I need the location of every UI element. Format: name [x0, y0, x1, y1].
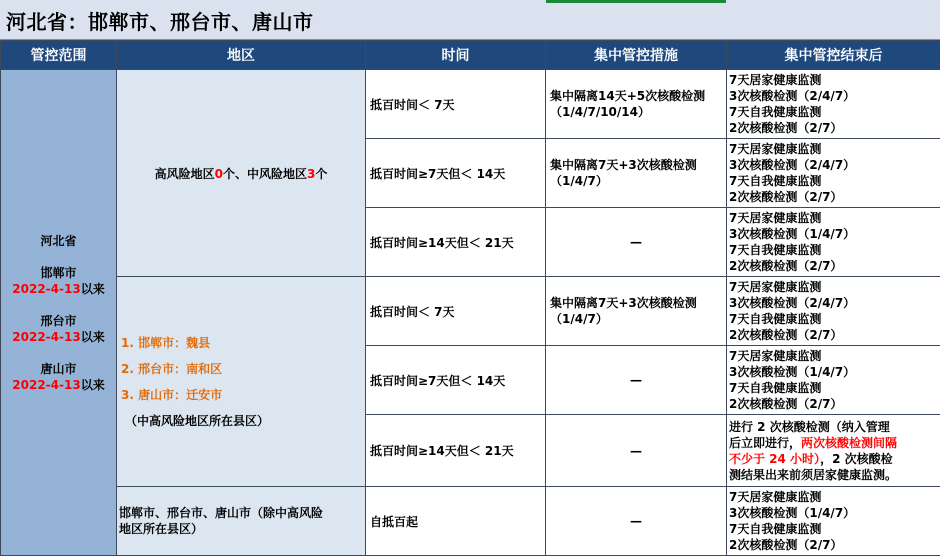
header-measures: 集中管控措施: [546, 41, 727, 70]
post-line: 3次核酸检测（1/4/7）: [729, 506, 856, 520]
post-cell: [727, 415, 940, 487]
county-item: 2. 邢台市：南和区: [121, 362, 223, 376]
post-line: 2次核酸检测（2/7）: [729, 328, 843, 342]
measure-cell: —: [546, 415, 727, 487]
scope-suffix: 以来: [80, 281, 105, 296]
time-cell: 抵百时间≥7天但＜ 14天: [366, 346, 546, 415]
post-cell: [727, 487, 940, 556]
scope-date: 2022-4-13: [12, 281, 81, 296]
region-text: 个、中风险地区: [222, 166, 307, 181]
measure-cell: [546, 277, 727, 346]
post-line: 2次核酸检测（2/7）: [729, 259, 843, 273]
page-title-bar: [0, 0, 940, 40]
table-row: [1, 277, 940, 346]
measure-cell: —: [546, 346, 727, 415]
post-line: 2次核酸检测（2/7）: [729, 397, 843, 411]
post-line: 7天居家健康监测: [729, 73, 822, 87]
time-cell: 自抵百起: [366, 487, 546, 556]
post-cell: [727, 70, 940, 139]
post-text: 后立即进行，: [729, 435, 802, 450]
scope-city: 邢台市: [40, 313, 77, 328]
post-line: 7天居家健康监测: [729, 142, 822, 156]
measure-line: （1/4/7/10/14）: [550, 105, 650, 119]
region-rest-line: 邯郸市、邢台市、唐山市（除中高风险: [119, 506, 324, 520]
measure-line: （1/4/7）: [550, 312, 608, 326]
measure-cell: [546, 70, 727, 139]
post-line: 7天居家健康监测: [729, 490, 822, 504]
post-line: 7天自我健康监测: [729, 105, 822, 119]
post-line: 2次核酸检测（2/7）: [729, 190, 843, 204]
header-row: [1, 41, 940, 70]
page-title: 河北省：邯郸市、邢台市、唐山市: [6, 10, 314, 34]
region-rest-line: 地区所在县区）: [119, 522, 204, 536]
selection-indicator: [546, 0, 726, 3]
post-line: 7天自我健康监测: [729, 381, 822, 395]
table-row: [1, 487, 940, 556]
post-line: 3次核酸检测（2/4/7）: [729, 296, 856, 310]
header-region: 地区: [117, 41, 366, 70]
post-cell: [727, 208, 940, 277]
measure-line: 集中隔离7天+3次核酸检测: [550, 296, 697, 310]
scope-date: 2022-4-13: [12, 377, 81, 392]
post-highlight: 不少于 24 小时）: [729, 451, 821, 466]
scope-suffix: 以来: [80, 377, 105, 392]
post-text: ，2 次核酸检: [820, 451, 893, 466]
measure-line: 集中隔离14天+5次核酸检测: [550, 89, 706, 103]
scope-suffix: 以来: [80, 329, 105, 344]
region-counties: [117, 277, 366, 487]
measure-line: 集中隔离7天+3次核酸检测: [550, 158, 697, 172]
post-cell: [727, 277, 940, 346]
post-line: 7天居家健康监测: [729, 349, 822, 363]
scope-cell: [1, 70, 117, 556]
scope-city: 邯郸市: [40, 265, 77, 280]
post-cell: [727, 139, 940, 208]
post-line: 进行 2 次核酸检测（纳入管理: [729, 419, 890, 434]
control-measures-table: [0, 40, 940, 556]
post-line: 3次核酸检测（1/4/7）: [729, 365, 856, 379]
measure-cell: —: [546, 487, 727, 556]
post-line: 7天自我健康监测: [729, 312, 822, 326]
time-cell: 抵百时间＜ 7天: [366, 277, 546, 346]
time-cell: 抵百时间≥14天但＜ 21天: [366, 415, 546, 487]
post-line: 7天自我健康监测: [729, 174, 822, 188]
post-cell: [727, 346, 940, 415]
post-line: 2次核酸检测（2/7）: [729, 538, 843, 552]
measure-cell: —: [546, 208, 727, 277]
time-cell: 抵百时间≥14天但＜ 21天: [366, 208, 546, 277]
scope-city: 唐山市: [40, 361, 77, 376]
region-text: 高风险地区: [154, 166, 215, 181]
measure-cell: [546, 139, 727, 208]
scope-date: 2022-4-13: [12, 329, 81, 344]
post-line: 7天居家健康监测: [729, 211, 822, 225]
post-line: 3次核酸检测（2/4/7）: [729, 158, 856, 172]
county-item: 1. 邯郸市：魏县: [121, 336, 211, 350]
high-risk-count: 0: [214, 166, 223, 181]
header-after: 集中管控结束后: [727, 41, 940, 70]
time-cell: 抵百时间≥7天但＜ 14天: [366, 139, 546, 208]
post-line: 7天居家健康监测: [729, 280, 822, 294]
post-line: 7天自我健康监测: [729, 522, 822, 536]
header-time: 时间: [366, 41, 546, 70]
county-note: （中高风险地区所在县区）: [125, 414, 270, 428]
measure-line: （1/4/7）: [550, 174, 608, 188]
header-scope: 管控范围: [1, 41, 117, 70]
region-rest: [117, 487, 366, 556]
post-line: 3次核酸检测（1/4/7）: [729, 227, 856, 241]
county-item: 3. 唐山市：迁安市: [121, 388, 223, 402]
table-row: [1, 70, 940, 139]
post-line: 2次核酸检测（2/7）: [729, 121, 843, 135]
post-line: 7天自我健康监测: [729, 243, 822, 257]
post-highlight: 两次核酸检测间隔: [801, 435, 898, 450]
scope-province: 河北省: [40, 233, 77, 248]
region-text: 个: [315, 166, 328, 181]
post-line: 3次核酸检测（2/4/7）: [729, 89, 856, 103]
post-line: 测结果出来前须居家健康监测。: [729, 467, 898, 482]
mid-risk-count: 3: [307, 166, 316, 181]
time-cell: 抵百时间＜ 7天: [366, 70, 546, 139]
region-high-mid: [117, 70, 366, 277]
